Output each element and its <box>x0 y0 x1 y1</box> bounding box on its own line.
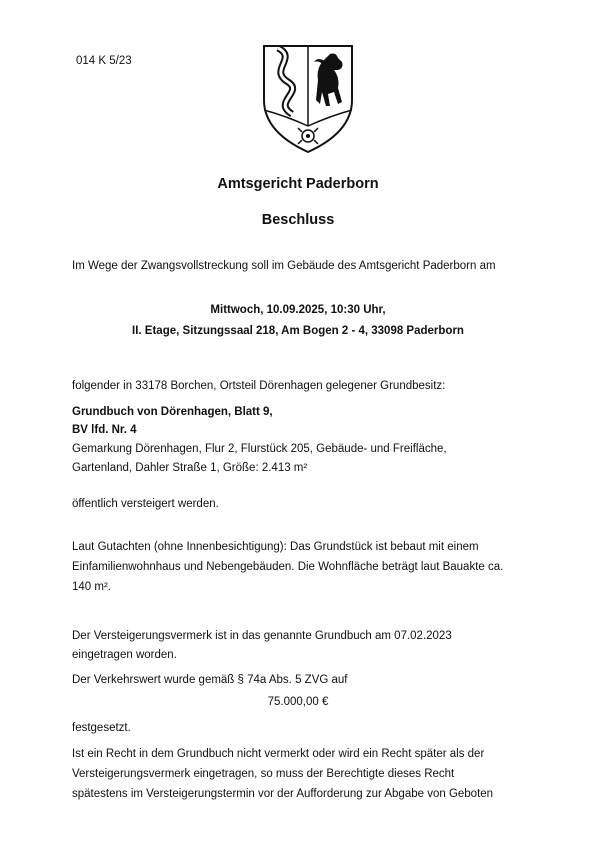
festgesetzt-text: festgesetzt. <box>72 722 131 734</box>
gutachten-line-1: Laut Gutachten (ohne Innenbesichtigung): Das Grundstück ist bebaut mit einem <box>72 541 479 553</box>
coat-of-arms-emblem <box>258 40 358 155</box>
recht-line-1: Ist ein Recht in dem Grundbuch nicht vermerkt oder wird ein Recht später als der <box>72 748 485 760</box>
vermerk-line-1: Der Versteigerungsvermerk ist in das genannte Grundbuch am 07.02.2023 <box>72 630 452 642</box>
verkehrswert-amount: 75.000,00 € <box>267 696 329 708</box>
recht-line-3: spätestens im Versteigerungstermin vor der Aufforderung zur Abgabe von Geboten <box>72 788 494 800</box>
gemarkung-line-2: Gartenland, Dahler Straße 1, Größe: 2.413 m² <box>72 462 308 474</box>
case-reference: 014 K 5/23 <box>76 55 132 67</box>
gemarkung-line-1: Gemarkung Dörenhagen, Flur 2, Flurstück 205, Gebäude- und Freifläche, <box>72 443 447 455</box>
auction-location: II. Etage, Sitzungssaal 218, Am Bogen 2 - 4, 33098 Paderborn <box>132 325 464 337</box>
gutachten-line-2: Einfamilienwohnhaus und Nebengebäuden. Die Wohnfläche beträgt laut Bauakte ca. <box>72 561 504 573</box>
vermerk-line-2: eingetragen worden. <box>72 649 177 661</box>
intro-text: Im Wege der Zwangsvollstreckung soll im Gebäude des Amtsgericht Paderborn am <box>72 260 496 272</box>
verkehrswert-intro: Der Verkehrswert wurde gemäß § 74a Abs. 5 ZVG auf <box>72 674 348 686</box>
bv-line: BV lfd. Nr. 4 <box>72 424 137 436</box>
auction-phrase: öffentlich versteigert werden. <box>72 498 219 510</box>
gutachten-line-3: 140 m². <box>72 581 111 593</box>
document-title: Beschluss <box>261 212 335 228</box>
grundbuch-line: Grundbuch von Dörenhagen, Blatt 9, <box>72 406 273 418</box>
court-name: Amtsgericht Paderborn <box>217 176 379 192</box>
property-intro: folgender in 33178 Borchen, Ortsteil Dörenhagen gelegener Grundbesitz: <box>72 380 446 392</box>
recht-line-2: Versteigerungsvermerk eingetragen, so muss der Berechtigte dieses Recht <box>72 768 455 780</box>
auction-date: Mittwoch, 10.09.2025, 10:30 Uhr, <box>210 304 386 316</box>
